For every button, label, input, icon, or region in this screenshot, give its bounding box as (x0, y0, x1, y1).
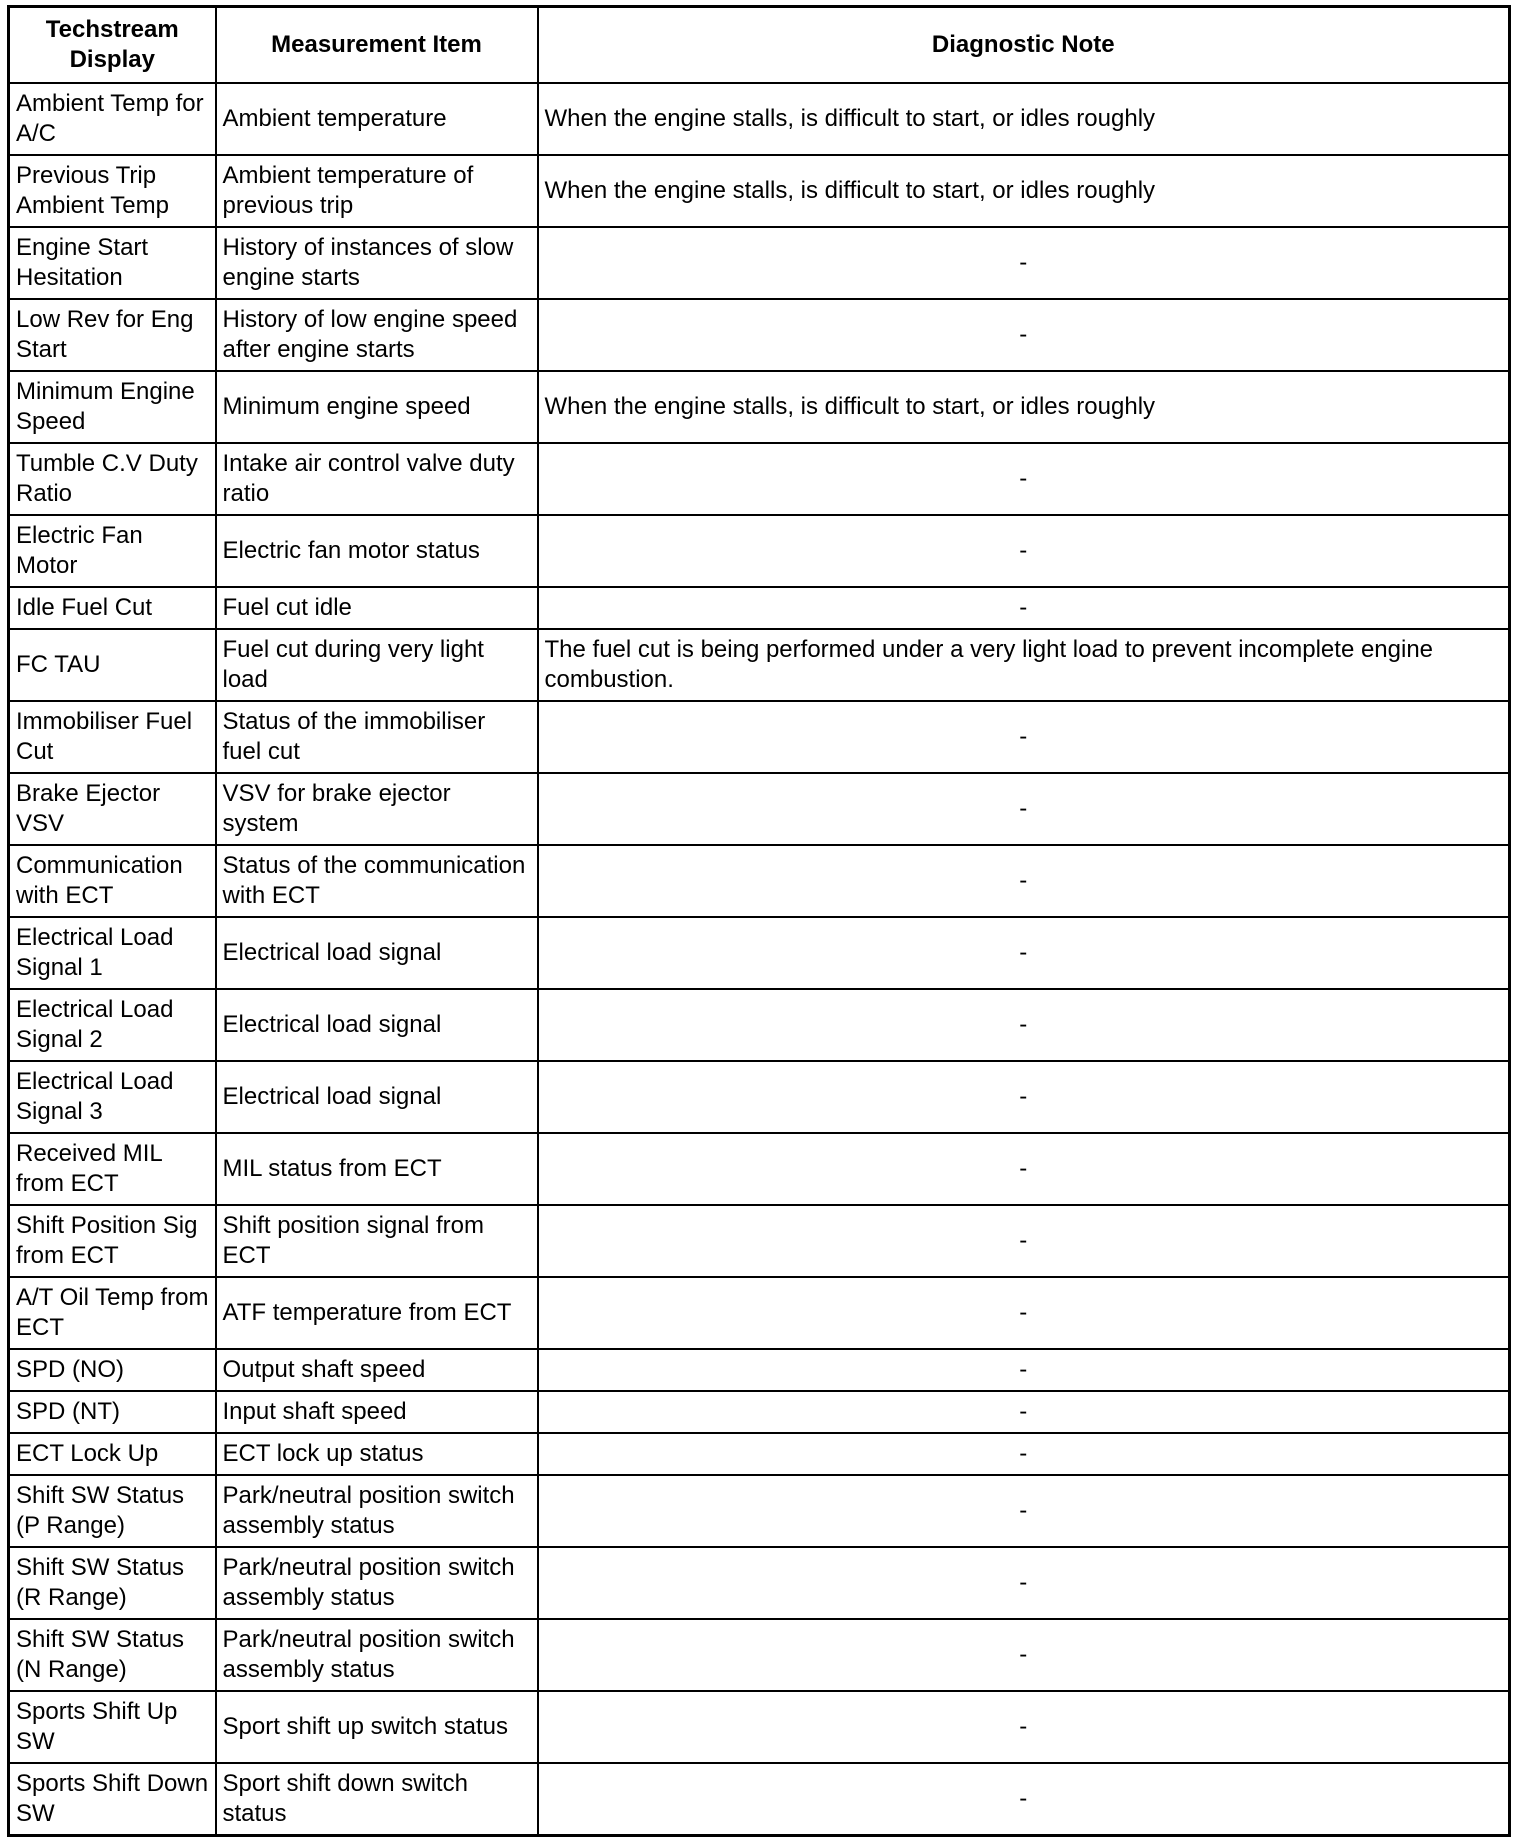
table-row (9, 917, 1510, 989)
table-row (9, 1205, 1510, 1277)
table-row (9, 1391, 1510, 1433)
measurement-item-cell: History of instances of slow engine starts (216, 227, 538, 299)
table-row (9, 989, 1510, 1061)
measurement-item-cell: Status of the immobiliser fuel cut (216, 701, 538, 773)
table-row (9, 227, 1510, 299)
techstream-display-cell: Idle Fuel Cut (9, 587, 216, 629)
techstream-display-cell: Ambient Temp for A/C (9, 83, 216, 155)
techstream-display-cell: Sports Shift Up SW (9, 1691, 216, 1763)
table-row (9, 845, 1510, 917)
measurement-item-cell: History of low engine speed after engine starts (216, 299, 538, 371)
diagnostic-note-cell: - (538, 845, 1510, 917)
measurement-item-cell: Status of the communication with ECT (216, 845, 538, 917)
table-row (9, 1349, 1510, 1391)
table-row (9, 1061, 1510, 1133)
diagnostic-note-cell: - (538, 1349, 1510, 1391)
diagnostic-note-cell: - (538, 1619, 1510, 1691)
diagnostic-note-cell: When the engine stalls, is difficult to start, or idles roughly (538, 371, 1510, 443)
techstream-display-cell: Engine Start Hesitation (9, 227, 216, 299)
measurement-item-cell: Fuel cut during very light load (216, 629, 538, 701)
diagnostic-note-cell: - (538, 917, 1510, 989)
diagnostic-note-cell: - (538, 227, 1510, 299)
techstream-display-cell: Electric Fan Motor (9, 515, 216, 587)
table-row (9, 1277, 1510, 1349)
techstream-display-cell: Shift SW Status (N Range) (9, 1619, 216, 1691)
measurement-item-cell: Intake air control valve duty ratio (216, 443, 538, 515)
techstream-display-cell: Electrical Load Signal 2 (9, 989, 216, 1061)
techstream-display-cell: Electrical Load Signal 3 (9, 1061, 216, 1133)
techstream-display-cell: Electrical Load Signal 1 (9, 917, 216, 989)
techstream-display-cell: Sports Shift Down SW (9, 1763, 216, 1836)
techstream-display-cell: Minimum Engine Speed (9, 371, 216, 443)
techstream-display-cell: Tumble C.V Duty Ratio (9, 443, 216, 515)
table-row (9, 1763, 1510, 1836)
measurement-item-cell: Output shaft speed (216, 1349, 538, 1391)
table-row (9, 587, 1510, 629)
diagnostic-note-cell: - (538, 587, 1510, 629)
diagnostic-note-cell: - (538, 1205, 1510, 1277)
measurement-item-cell: Electric fan motor status (216, 515, 538, 587)
techstream-display-cell: ECT Lock Up (9, 1433, 216, 1475)
header-techstream-display: Techstream Display (9, 7, 216, 84)
table-row (9, 83, 1510, 155)
table-row (9, 155, 1510, 227)
measurement-item-cell: Park/neutral position switch assembly status (216, 1619, 538, 1691)
techstream-display-cell: SPD (NO) (9, 1349, 216, 1391)
techstream-display-cell: Shift Position Sig from ECT (9, 1205, 216, 1277)
table-row (9, 1475, 1510, 1547)
diagnostic-note-cell: - (538, 773, 1510, 845)
table-header-row (9, 7, 1510, 84)
techstream-display-cell: Communication with ECT (9, 845, 216, 917)
measurement-item-cell: MIL status from ECT (216, 1133, 538, 1205)
measurement-item-cell: Electrical load signal (216, 917, 538, 989)
measurement-item-cell: ECT lock up status (216, 1433, 538, 1475)
measurement-item-cell: Park/neutral position switch assembly status (216, 1475, 538, 1547)
diagnostic-note-cell: - (538, 1433, 1510, 1475)
techstream-display-cell: Previous Trip Ambient Temp (9, 155, 216, 227)
diagnostic-note-cell: - (538, 1763, 1510, 1836)
table-row (9, 773, 1510, 845)
table-row (9, 515, 1510, 587)
table-row (9, 1619, 1510, 1691)
diagnostic-note-cell: - (538, 989, 1510, 1061)
measurement-item-cell: Sport shift down switch status (216, 1763, 538, 1836)
techstream-display-cell: Shift SW Status (R Range) (9, 1547, 216, 1619)
measurement-item-cell: Ambient temperature (216, 83, 538, 155)
table-row (9, 629, 1510, 701)
techstream-display-cell: A/T Oil Temp from ECT (9, 1277, 216, 1349)
header-measurement-item: Measurement Item (216, 7, 538, 84)
techstream-display-cell: FC TAU (9, 629, 216, 701)
measurement-item-cell: Input shaft speed (216, 1391, 538, 1433)
diagnostic-note-cell: - (538, 1133, 1510, 1205)
techstream-display-cell: SPD (NT) (9, 1391, 216, 1433)
diagnostic-note-cell: - (538, 701, 1510, 773)
table-row (9, 1433, 1510, 1475)
measurement-item-cell: Sport shift up switch status (216, 1691, 538, 1763)
table-row (9, 371, 1510, 443)
diagnostic-note-cell: - (538, 443, 1510, 515)
techstream-display-cell: Brake Ejector VSV (9, 773, 216, 845)
table-row (9, 1133, 1510, 1205)
diagnostic-note-cell: - (538, 299, 1510, 371)
measurement-item-cell: VSV for brake ejector system (216, 773, 538, 845)
diagnostic-note-cell: - (538, 1277, 1510, 1349)
header-diagnostic-note: Diagnostic Note (538, 7, 1510, 84)
diagnostic-note-cell: - (538, 515, 1510, 587)
measurement-item-cell: Electrical load signal (216, 989, 538, 1061)
techstream-display-cell: Immobiliser Fuel Cut (9, 701, 216, 773)
techstream-display-cell: Shift SW Status (P Range) (9, 1475, 216, 1547)
diagnostic-note-cell: When the engine stalls, is difficult to start, or idles roughly (538, 155, 1510, 227)
measurement-item-cell: Electrical load signal (216, 1061, 538, 1133)
measurement-item-cell: Shift position signal from ECT (216, 1205, 538, 1277)
measurement-item-cell: Fuel cut idle (216, 587, 538, 629)
diagnostic-note-cell: - (538, 1691, 1510, 1763)
diagnostic-note-cell: The fuel cut is being performed under a very light load to prevent incomplete engine combustion. (538, 629, 1510, 701)
table-row (9, 701, 1510, 773)
measurement-item-cell: Ambient temperature of previous trip (216, 155, 538, 227)
table-row (9, 1691, 1510, 1763)
diagnostic-note-cell: - (538, 1475, 1510, 1547)
diagnostic-note-cell: When the engine stalls, is difficult to start, or idles roughly (538, 83, 1510, 155)
diagnostic-data-table (7, 5, 1511, 1837)
diagnostic-note-cell: - (538, 1391, 1510, 1433)
diagnostic-note-cell: - (538, 1061, 1510, 1133)
techstream-display-cell: Received MIL from ECT (9, 1133, 216, 1205)
measurement-item-cell: Park/neutral position switch assembly status (216, 1547, 538, 1619)
table-row (9, 443, 1510, 515)
table-row (9, 1547, 1510, 1619)
table-row (9, 299, 1510, 371)
diagnostic-note-cell: - (538, 1547, 1510, 1619)
measurement-item-cell: Minimum engine speed (216, 371, 538, 443)
measurement-item-cell: ATF temperature from ECT (216, 1277, 538, 1349)
techstream-display-cell: Low Rev for Eng Start (9, 299, 216, 371)
